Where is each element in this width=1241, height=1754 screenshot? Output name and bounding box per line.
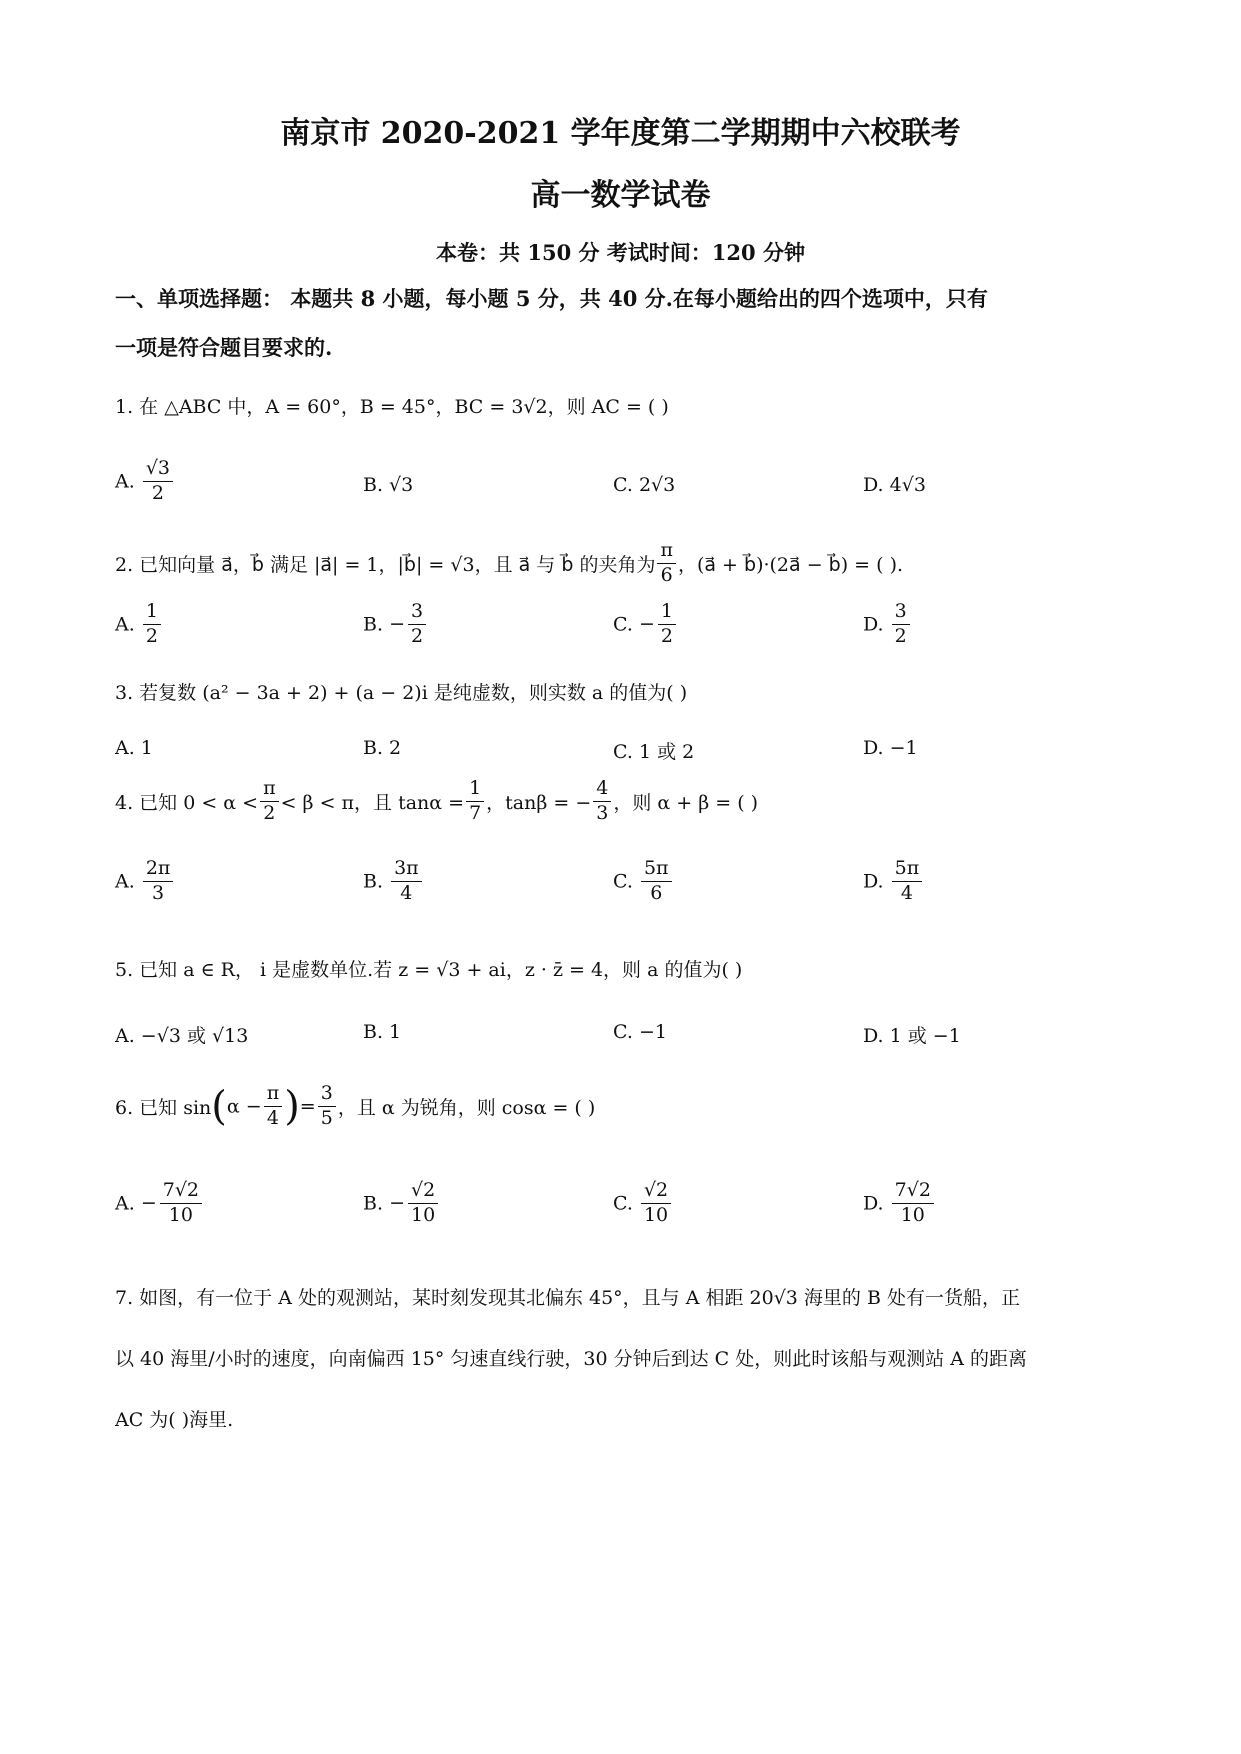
question-2-stem: [115, 540, 903, 587]
option-label: A.: [115, 613, 135, 636]
question-4-option-c: [613, 858, 674, 905]
question-7-line2: 以 40 海里/小时的速度，向南偏西 15° 匀速直线行驶，30 分钟后到达 C 处，则此时该船与观测站 A 的距离: [115, 1348, 1028, 1370]
fraction-denominator: 7: [469, 801, 482, 824]
fraction: [143, 601, 161, 648]
question-2-stem-part1: 2. 已知向量 a⃗，b⃗ 满足 |a⃗| = 1，|b⃗| = √3，且 a⃗ 与 b⃗ 的夹角为: [115, 553, 656, 576]
fraction: [318, 1083, 336, 1130]
exam-title: 南京市 2020-2021 学年度第二学期期中六校联考: [280, 116, 961, 151]
question-3-option-b: B. 2: [363, 737, 402, 759]
fraction: [160, 1180, 202, 1227]
option-label: C.: [613, 870, 633, 893]
exam-subtitle: 高一数学试卷: [530, 178, 711, 213]
section-heading-line2: 一项是符合题目要求的.: [115, 335, 333, 360]
question-1-stem: 1. 在 △ABC 中，A = 60°，B = 45°，BC = 3√2，则 AC = ( ): [115, 396, 669, 418]
minus-sign: −: [389, 613, 405, 636]
fraction-numerator: 2π: [143, 858, 174, 882]
question-3-option-c: C. 1 或 2: [613, 741, 695, 763]
question-7-line3: AC 为( )海里.: [115, 1409, 234, 1431]
question-6-stem-part3: =: [299, 1095, 316, 1118]
fraction-numerator: π: [260, 778, 279, 802]
fraction: [260, 778, 279, 825]
fraction: [641, 858, 672, 905]
fraction: [264, 1083, 283, 1130]
option-label: D.: [863, 1192, 884, 1215]
fraction: [143, 858, 174, 905]
question-3-stem: 3. 若复数 (a² − 3a + 2) + (a − 2)i 是纯虚数，则实数 a 的值为( ): [115, 682, 688, 704]
question-4-stem: [115, 778, 758, 825]
fraction-numerator: π: [264, 1083, 283, 1107]
question-3-option-a: A. 1: [115, 737, 153, 759]
option-label: C.: [613, 1192, 633, 1215]
fraction: [408, 601, 426, 648]
fraction-numerator: √2: [408, 1180, 438, 1204]
option-label: A.: [115, 870, 135, 893]
fraction: [657, 540, 676, 587]
minus-sign: −: [140, 1192, 157, 1215]
question-2-option-a: [115, 601, 163, 648]
fraction-denominator: 2: [145, 624, 158, 647]
fraction-numerator: 3: [318, 1083, 336, 1107]
fraction-denominator: 10: [643, 1203, 669, 1226]
fraction-numerator: 7√2: [892, 1180, 934, 1204]
fraction-denominator: 2: [660, 624, 673, 647]
option-label: B.: [363, 870, 384, 893]
right-parenthesis: ): [284, 1083, 300, 1130]
question-6-stem-part4: ，且 α 为锐角，则 cosα = ( ): [337, 1096, 596, 1119]
fraction-denominator: 4: [266, 1106, 279, 1129]
minus-sign: −: [638, 613, 655, 636]
fraction-numerator: 4: [593, 778, 611, 802]
fraction-denominator: 2: [894, 624, 907, 647]
option-label: D.: [863, 870, 884, 893]
minus-sign: −: [389, 1192, 405, 1215]
fraction-numerator: √2: [641, 1180, 671, 1204]
question-6-stem-part2: α −: [226, 1095, 262, 1118]
fraction-numerator: 5π: [892, 858, 923, 882]
fraction: [143, 458, 173, 505]
question-1-option-d: D. 4√3: [863, 474, 926, 496]
question-6-option-a: [115, 1180, 204, 1227]
fraction-numerator: 1: [466, 778, 484, 802]
fraction: [892, 858, 923, 905]
option-label: B.: [363, 1192, 384, 1215]
option-label: A.: [115, 470, 135, 493]
question-2-stem-part2: ，(a⃗ + b⃗)·(2a⃗ − b⃗) = ( ).: [677, 553, 904, 576]
option-label: A.: [115, 1192, 135, 1215]
fraction-numerator: 1: [658, 601, 676, 625]
fraction-denominator: 3: [596, 801, 609, 824]
question-5-option-d: D. 1 或 −1: [863, 1025, 961, 1047]
question-1-option-b: B. √3: [363, 474, 414, 496]
question-4-stem-part2: < β < π，且 tanα =: [280, 791, 465, 814]
question-5-option-b: B. 1: [363, 1021, 402, 1043]
question-2-option-d: [863, 601, 912, 648]
question-4-option-b: [363, 858, 424, 905]
fraction-denominator: 10: [900, 1203, 925, 1226]
fraction: [391, 858, 422, 905]
fraction-numerator: π: [657, 540, 676, 564]
question-6-stem: [115, 1083, 595, 1130]
fraction-denominator: 3: [152, 881, 165, 904]
question-2-option-b: [363, 601, 428, 648]
fraction-denominator: 4: [900, 881, 913, 904]
question-6-stem-part1: 6. 已知 sin: [115, 1096, 212, 1119]
fraction-denominator: 5: [320, 1106, 333, 1129]
fraction: [466, 778, 484, 825]
question-6-option-b: [363, 1180, 440, 1227]
question-5-option-c: C. −1: [613, 1021, 667, 1043]
left-parenthesis: (: [211, 1083, 227, 1130]
fraction: [658, 601, 676, 648]
question-5-stem: 5. 已知 a ∈ R， i 是虚数单位.若 z = √3 + ai，z · z̄ = 4，则 a 的值为( ): [115, 959, 743, 981]
fraction-denominator: 10: [168, 1203, 193, 1226]
option-label: C.: [613, 613, 633, 636]
exam-info: 本卷：共 150 分 考试时间：120 分钟: [436, 240, 805, 265]
fraction-denominator: 2: [151, 481, 164, 504]
fraction-denominator: 2: [263, 801, 276, 824]
fraction-denominator: 6: [660, 563, 673, 586]
fraction-denominator: 4: [400, 881, 413, 904]
fraction-numerator: 1: [143, 601, 161, 625]
question-4-stem-part4: ，则 α + β = ( ): [613, 791, 759, 814]
question-1-option-a: [115, 458, 175, 505]
fraction-numerator: √3: [143, 458, 173, 482]
question-7-line1: 7. 如图，有一位于 A 处的观测站，某时刻发现其北偏东 45°，且与 A 相距 20√3 海里的 B 处有一货船，正: [115, 1287, 1020, 1309]
fraction: [892, 1180, 934, 1227]
option-label: B.: [363, 613, 384, 636]
fraction-numerator: 7√2: [160, 1180, 202, 1204]
fraction: [641, 1180, 671, 1227]
fraction-numerator: 3: [892, 601, 910, 625]
question-5-option-a: A. −√3 或 √13: [115, 1025, 249, 1047]
question-3-option-d: D. −1: [863, 737, 918, 759]
question-6-option-d: [863, 1180, 936, 1227]
fraction-numerator: 3π: [391, 858, 422, 882]
fraction: [892, 601, 910, 648]
fraction-denominator: 10: [410, 1203, 436, 1226]
question-4-stem-part3: ，tanβ = −: [486, 791, 592, 814]
section-heading-line1: 一、单项选择题： 本题共 8 小题，每小题 5 分，共 40 分.在每小题给出的四个选项中，只有: [115, 286, 988, 311]
option-label: D.: [863, 613, 884, 636]
question-4-option-a: [115, 858, 175, 905]
question-2-option-c: [613, 601, 678, 648]
fraction-numerator: 3: [408, 601, 426, 625]
fraction-denominator: 6: [650, 881, 663, 904]
fraction-denominator: 2: [410, 624, 424, 647]
question-4-option-d: [863, 858, 924, 905]
fraction-numerator: 5π: [641, 858, 672, 882]
fraction: [408, 1180, 438, 1227]
question-1-option-c: C. 2√3: [613, 474, 676, 496]
question-4-stem-part1: 4. 已知 0 < α <: [115, 791, 259, 814]
question-6-option-c: [613, 1180, 673, 1227]
fraction: [593, 778, 611, 825]
